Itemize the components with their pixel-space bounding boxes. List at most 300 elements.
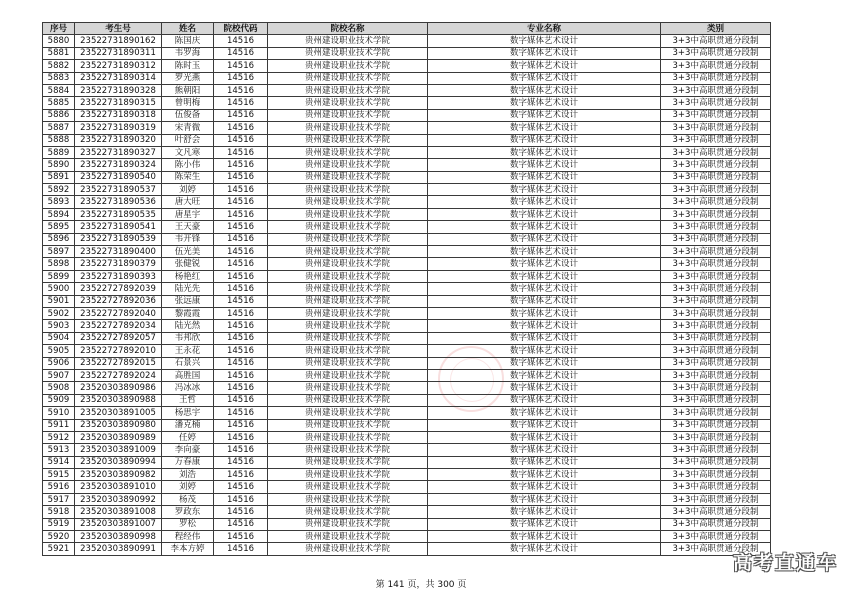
cell-school-name: 贵州建设职业技术学院 bbox=[268, 270, 428, 282]
table-row bbox=[43, 283, 771, 295]
cell-name: 任婷 bbox=[162, 431, 214, 443]
cell-major: 数字媒体艺术设计 bbox=[428, 481, 661, 493]
cell-exam-id: 23522727892040 bbox=[75, 307, 162, 319]
cell-school-name: 贵州建设职业技术学院 bbox=[268, 159, 428, 171]
table-row bbox=[43, 320, 771, 332]
cell-school-code: 14516 bbox=[214, 419, 268, 431]
cell-exam-id: 23520303890989 bbox=[75, 431, 162, 443]
cell-exam-id: 23522731890328 bbox=[75, 84, 162, 96]
cell-exam-id: 23520303890982 bbox=[75, 469, 162, 481]
cell-category: 3+3中高职贯通分段制 bbox=[661, 122, 771, 134]
table-row bbox=[43, 419, 771, 431]
cell-category: 3+3中高职贯通分段制 bbox=[661, 543, 771, 555]
cell-school-name: 贵州建设职业技术学院 bbox=[268, 469, 428, 481]
cell-school-name: 贵州建设职业技术学院 bbox=[268, 444, 428, 456]
cell-school-name: 贵州建设职业技术学院 bbox=[268, 283, 428, 295]
cell-exam-id: 23522731890314 bbox=[75, 72, 162, 84]
cell-seq: 5898 bbox=[43, 258, 75, 270]
cell-name: 刘婷 bbox=[162, 481, 214, 493]
cell-category: 3+3中高职贯通分段制 bbox=[661, 493, 771, 505]
cell-school-code: 14516 bbox=[214, 84, 268, 96]
cell-category: 3+3中高职贯通分段制 bbox=[661, 246, 771, 258]
cell-exam-id: 23520303890994 bbox=[75, 456, 162, 468]
cell-exam-id: 23522731890393 bbox=[75, 270, 162, 282]
cell-exam-id: 23522731890379 bbox=[75, 258, 162, 270]
header-category: 类别 bbox=[661, 23, 771, 35]
cell-school-name: 贵州建设职业技术学院 bbox=[268, 431, 428, 443]
cell-name: 杨艳红 bbox=[162, 270, 214, 282]
cell-category: 3+3中高职贯通分段制 bbox=[661, 221, 771, 233]
cell-seq: 5896 bbox=[43, 233, 75, 245]
cell-school-name: 贵州建设职业技术学院 bbox=[268, 84, 428, 96]
cell-name: 罗光燕 bbox=[162, 72, 214, 84]
cell-school-name: 贵州建设职业技术学院 bbox=[268, 184, 428, 196]
cell-category: 3+3中高职贯通分段制 bbox=[661, 295, 771, 307]
table-row bbox=[43, 270, 771, 282]
cell-school-name: 贵州建设职业技术学院 bbox=[268, 407, 428, 419]
cell-major: 数字媒体艺术设计 bbox=[428, 146, 661, 158]
cell-seq: 5906 bbox=[43, 357, 75, 369]
cell-major: 数字媒体艺术设计 bbox=[428, 407, 661, 419]
cell-seq: 5890 bbox=[43, 159, 75, 171]
header-seq: 序号 bbox=[43, 23, 75, 35]
cell-school-code: 14516 bbox=[214, 357, 268, 369]
cell-category: 3+3中高职贯通分段制 bbox=[661, 134, 771, 146]
cell-category: 3+3中高职贯通分段制 bbox=[661, 345, 771, 357]
cell-major: 数字媒体艺术设计 bbox=[428, 221, 661, 233]
cell-seq: 5920 bbox=[43, 531, 75, 543]
cell-name: 伍光美 bbox=[162, 246, 214, 258]
cell-exam-id: 23522731890324 bbox=[75, 159, 162, 171]
cell-seq: 5904 bbox=[43, 332, 75, 344]
cell-name: 刘浩 bbox=[162, 469, 214, 481]
cell-exam-id: 23522731890537 bbox=[75, 184, 162, 196]
table-row bbox=[43, 35, 771, 47]
cell-major: 数字媒体艺术设计 bbox=[428, 295, 661, 307]
cell-name: 石景兴 bbox=[162, 357, 214, 369]
cell-name: 程经伟 bbox=[162, 531, 214, 543]
cell-category: 3+3中高职贯通分段制 bbox=[661, 97, 771, 109]
cell-school-name: 贵州建设职业技术学院 bbox=[268, 493, 428, 505]
cell-seq: 5887 bbox=[43, 122, 75, 134]
table-row bbox=[43, 221, 771, 233]
cell-major: 数字媒体艺术设计 bbox=[428, 382, 661, 394]
cell-school-name: 贵州建设职业技术学院 bbox=[268, 369, 428, 381]
cell-school-code: 14516 bbox=[214, 518, 268, 530]
cell-major: 数字媒体艺术设计 bbox=[428, 196, 661, 208]
cell-school-name: 贵州建设职业技术学院 bbox=[268, 506, 428, 518]
cell-name: 唐大旺 bbox=[162, 196, 214, 208]
cell-exam-id: 23520303890991 bbox=[75, 543, 162, 555]
cell-name: 潘克楠 bbox=[162, 419, 214, 431]
cell-exam-id: 23522731890320 bbox=[75, 134, 162, 146]
cell-name: 王天豪 bbox=[162, 221, 214, 233]
cell-school-name: 贵州建设职业技术学院 bbox=[268, 72, 428, 84]
cell-school-name: 贵州建设职业技术学院 bbox=[268, 109, 428, 121]
cell-category: 3+3中高职贯通分段制 bbox=[661, 407, 771, 419]
table-row bbox=[43, 407, 771, 419]
cell-name: 王哲 bbox=[162, 394, 214, 406]
cell-name: 刘婷 bbox=[162, 184, 214, 196]
cell-major: 数字媒体艺术设计 bbox=[428, 543, 661, 555]
cell-major: 数字媒体艺术设计 bbox=[428, 431, 661, 443]
cell-category: 3+3中高职贯通分段制 bbox=[661, 146, 771, 158]
table-row bbox=[43, 134, 771, 146]
table-row bbox=[43, 431, 771, 443]
cell-name: 曾明梅 bbox=[162, 97, 214, 109]
cell-seq: 5892 bbox=[43, 184, 75, 196]
cell-school-code: 14516 bbox=[214, 221, 268, 233]
table-row bbox=[43, 60, 771, 72]
cell-major: 数字媒体艺术设计 bbox=[428, 506, 661, 518]
cell-major: 数字媒体艺术设计 bbox=[428, 518, 661, 530]
table-row bbox=[43, 531, 771, 543]
cell-school-name: 贵州建设职业技术学院 bbox=[268, 258, 428, 270]
cell-category: 3+3中高职贯通分段制 bbox=[661, 159, 771, 171]
cell-school-name: 贵州建设职业技术学院 bbox=[268, 320, 428, 332]
table-row bbox=[43, 543, 771, 555]
table-row bbox=[43, 307, 771, 319]
cell-major: 数字媒体艺术设计 bbox=[428, 97, 661, 109]
header-major: 专业名称 bbox=[428, 23, 661, 35]
table-row bbox=[43, 146, 771, 158]
cell-category: 3+3中高职贯通分段制 bbox=[661, 35, 771, 47]
cell-category: 3+3中高职贯通分段制 bbox=[661, 320, 771, 332]
cell-name: 韦邦欣 bbox=[162, 332, 214, 344]
cell-school-name: 贵州建设职业技术学院 bbox=[268, 518, 428, 530]
cell-exam-id: 23520303891010 bbox=[75, 481, 162, 493]
cell-exam-id: 23520303891008 bbox=[75, 506, 162, 518]
cell-exam-id: 23522727892057 bbox=[75, 332, 162, 344]
cell-exam-id: 23522731890536 bbox=[75, 196, 162, 208]
cell-category: 3+3中高职贯通分段制 bbox=[661, 171, 771, 183]
cell-exam-id: 23522727892039 bbox=[75, 283, 162, 295]
cell-name: 陈荣生 bbox=[162, 171, 214, 183]
cell-major: 数字媒体艺术设计 bbox=[428, 419, 661, 431]
cell-school-code: 14516 bbox=[214, 159, 268, 171]
cell-name: 万春康 bbox=[162, 456, 214, 468]
cell-exam-id: 23522727892010 bbox=[75, 345, 162, 357]
cell-major: 数字媒体艺术设计 bbox=[428, 283, 661, 295]
cell-exam-id: 23522731890311 bbox=[75, 47, 162, 59]
cell-exam-id: 23522727892024 bbox=[75, 369, 162, 381]
cell-exam-id: 23520303891007 bbox=[75, 518, 162, 530]
cell-category: 3+3中高职贯通分段制 bbox=[661, 84, 771, 96]
cell-school-code: 14516 bbox=[214, 469, 268, 481]
cell-school-code: 14516 bbox=[214, 320, 268, 332]
cell-school-code: 14516 bbox=[214, 369, 268, 381]
cell-name: 李本方婷 bbox=[162, 543, 214, 555]
cell-school-code: 14516 bbox=[214, 72, 268, 84]
cell-school-code: 14516 bbox=[214, 394, 268, 406]
table-row bbox=[43, 233, 771, 245]
table-row bbox=[43, 357, 771, 369]
cell-seq: 5899 bbox=[43, 270, 75, 282]
cell-exam-id: 23522727892015 bbox=[75, 357, 162, 369]
cell-major: 数字媒体艺术设计 bbox=[428, 258, 661, 270]
cell-exam-id: 23520303891009 bbox=[75, 444, 162, 456]
cell-school-code: 14516 bbox=[214, 431, 268, 443]
cell-seq: 5891 bbox=[43, 171, 75, 183]
cell-major: 数字媒体艺术设计 bbox=[428, 84, 661, 96]
cell-major: 数字媒体艺术设计 bbox=[428, 60, 661, 72]
cell-seq: 5903 bbox=[43, 320, 75, 332]
cell-seq: 5881 bbox=[43, 47, 75, 59]
cell-school-code: 14516 bbox=[214, 196, 268, 208]
cell-category: 3+3中高职贯通分段制 bbox=[661, 332, 771, 344]
table-row bbox=[43, 369, 771, 381]
cell-school-name: 贵州建设职业技术学院 bbox=[268, 221, 428, 233]
cell-school-name: 贵州建设职业技术学院 bbox=[268, 134, 428, 146]
cell-school-name: 贵州建设职业技术学院 bbox=[268, 456, 428, 468]
cell-category: 3+3中高职贯通分段制 bbox=[661, 184, 771, 196]
cell-seq: 5894 bbox=[43, 208, 75, 220]
cell-major: 数字媒体艺术设计 bbox=[428, 208, 661, 220]
cell-name: 王永花 bbox=[162, 345, 214, 357]
table-row bbox=[43, 72, 771, 84]
cell-seq: 5905 bbox=[43, 345, 75, 357]
cell-name: 罗政东 bbox=[162, 506, 214, 518]
cell-name: 高胜国 bbox=[162, 369, 214, 381]
table-row bbox=[43, 444, 771, 456]
cell-name: 陈国庆 bbox=[162, 35, 214, 47]
cell-category: 3+3中高职贯通分段制 bbox=[661, 307, 771, 319]
cell-exam-id: 23520303890988 bbox=[75, 394, 162, 406]
cell-school-code: 14516 bbox=[214, 506, 268, 518]
cell-category: 3+3中高职贯通分段制 bbox=[661, 270, 771, 282]
cell-name: 黎霞霞 bbox=[162, 307, 214, 319]
cell-school-code: 14516 bbox=[214, 184, 268, 196]
cell-category: 3+3中高职贯通分段制 bbox=[661, 369, 771, 381]
cell-school-code: 14516 bbox=[214, 134, 268, 146]
cell-major: 数字媒体艺术设计 bbox=[428, 493, 661, 505]
page-number: 第 141 页，共 300 页 bbox=[375, 580, 467, 590]
cell-exam-id: 23522731890541 bbox=[75, 221, 162, 233]
cell-school-code: 14516 bbox=[214, 258, 268, 270]
cell-category: 3+3中高职贯通分段制 bbox=[661, 196, 771, 208]
cell-major: 数字媒体艺术设计 bbox=[428, 469, 661, 481]
cell-category: 3+3中高职贯通分段制 bbox=[661, 481, 771, 493]
cell-major: 数字媒体艺术设计 bbox=[428, 531, 661, 543]
cell-school-name: 贵州建设职业技术学院 bbox=[268, 332, 428, 344]
cell-school-code: 14516 bbox=[214, 35, 268, 47]
table-row bbox=[43, 196, 771, 208]
cell-seq: 5908 bbox=[43, 382, 75, 394]
cell-school-name: 贵州建设职业技术学院 bbox=[268, 295, 428, 307]
cell-school-code: 14516 bbox=[214, 208, 268, 220]
table-row bbox=[43, 84, 771, 96]
cell-seq: 5893 bbox=[43, 196, 75, 208]
cell-school-code: 14516 bbox=[214, 171, 268, 183]
cell-seq: 5900 bbox=[43, 283, 75, 295]
cell-school-code: 14516 bbox=[214, 407, 268, 419]
cell-seq: 5915 bbox=[43, 469, 75, 481]
header-school-code: 院校代码 bbox=[214, 23, 268, 35]
cell-name: 李向豪 bbox=[162, 444, 214, 456]
cell-school-name: 贵州建设职业技术学院 bbox=[268, 97, 428, 109]
cell-seq: 5911 bbox=[43, 419, 75, 431]
table-row bbox=[43, 109, 771, 121]
table-row bbox=[43, 506, 771, 518]
cell-school-code: 14516 bbox=[214, 295, 268, 307]
cell-major: 数字媒体艺术设计 bbox=[428, 394, 661, 406]
cell-category: 3+3中高职贯通分段制 bbox=[661, 456, 771, 468]
cell-name: 张健锐 bbox=[162, 258, 214, 270]
cell-category: 3+3中高职贯通分段制 bbox=[661, 444, 771, 456]
cell-major: 数字媒体艺术设计 bbox=[428, 307, 661, 319]
table-row bbox=[43, 159, 771, 171]
cell-seq: 5901 bbox=[43, 295, 75, 307]
cell-exam-id: 23522731890400 bbox=[75, 246, 162, 258]
table-body bbox=[43, 35, 771, 555]
cell-school-name: 贵州建设职业技术学院 bbox=[268, 543, 428, 555]
table-row bbox=[43, 295, 771, 307]
cell-category: 3+3中高职贯通分段制 bbox=[661, 109, 771, 121]
cell-seq: 5912 bbox=[43, 431, 75, 443]
cell-seq: 5885 bbox=[43, 97, 75, 109]
cell-category: 3+3中高职贯通分段制 bbox=[661, 233, 771, 245]
cell-category: 3+3中高职贯通分段制 bbox=[661, 72, 771, 84]
table-row bbox=[43, 481, 771, 493]
table-header-row bbox=[43, 23, 771, 35]
cell-seq: 5919 bbox=[43, 518, 75, 530]
cell-exam-id: 23522731890540 bbox=[75, 171, 162, 183]
cell-school-code: 14516 bbox=[214, 60, 268, 72]
cell-seq: 5882 bbox=[43, 60, 75, 72]
cell-major: 数字媒体艺术设计 bbox=[428, 159, 661, 171]
cell-school-code: 14516 bbox=[214, 444, 268, 456]
cell-school-code: 14516 bbox=[214, 382, 268, 394]
cell-school-name: 贵州建设职业技术学院 bbox=[268, 307, 428, 319]
cell-school-name: 贵州建设职业技术学院 bbox=[268, 357, 428, 369]
cell-school-name: 贵州建设职业技术学院 bbox=[268, 246, 428, 258]
cell-school-name: 贵州建设职业技术学院 bbox=[268, 171, 428, 183]
table-row bbox=[43, 518, 771, 530]
cell-major: 数字媒体艺术设计 bbox=[428, 35, 661, 47]
cell-name: 罗松 bbox=[162, 518, 214, 530]
cell-school-code: 14516 bbox=[214, 270, 268, 282]
cell-exam-id: 23522727892036 bbox=[75, 295, 162, 307]
cell-exam-id: 23520303890986 bbox=[75, 382, 162, 394]
table-row bbox=[43, 122, 771, 134]
cell-school-code: 14516 bbox=[214, 531, 268, 543]
cell-category: 3+3中高职贯通分段制 bbox=[661, 208, 771, 220]
cell-school-code: 14516 bbox=[214, 97, 268, 109]
cell-category: 3+3中高职贯通分段制 bbox=[661, 47, 771, 59]
cell-exam-id: 23522731890312 bbox=[75, 60, 162, 72]
cell-exam-id: 23522731890319 bbox=[75, 122, 162, 134]
cell-name: 宋青微 bbox=[162, 122, 214, 134]
cell-name: 陆光先 bbox=[162, 283, 214, 295]
cell-school-name: 贵州建设职业技术学院 bbox=[268, 481, 428, 493]
table-row bbox=[43, 246, 771, 258]
table-row bbox=[43, 97, 771, 109]
cell-exam-id: 23522731890318 bbox=[75, 109, 162, 121]
cell-seq: 5895 bbox=[43, 221, 75, 233]
table-row bbox=[43, 47, 771, 59]
cell-school-code: 14516 bbox=[214, 246, 268, 258]
cell-seq: 5921 bbox=[43, 543, 75, 555]
cell-category: 3+3中高职贯通分段制 bbox=[661, 258, 771, 270]
cell-exam-id: 23522731890539 bbox=[75, 233, 162, 245]
cell-seq: 5880 bbox=[43, 35, 75, 47]
cell-school-name: 贵州建设职业技术学院 bbox=[268, 146, 428, 158]
cell-major: 数字媒体艺术设计 bbox=[428, 270, 661, 282]
cell-seq: 5888 bbox=[43, 134, 75, 146]
cell-category: 3+3中高职贯通分段制 bbox=[661, 531, 771, 543]
cell-name: 杨思宇 bbox=[162, 407, 214, 419]
cell-major: 数字媒体艺术设计 bbox=[428, 72, 661, 84]
table-row bbox=[43, 184, 771, 196]
cell-category: 3+3中高职贯通分段制 bbox=[661, 283, 771, 295]
cell-major: 数字媒体艺术设计 bbox=[428, 444, 661, 456]
cell-major: 数字媒体艺术设计 bbox=[428, 456, 661, 468]
cell-school-name: 贵州建设职业技术学院 bbox=[268, 233, 428, 245]
cell-name: 杨茂 bbox=[162, 493, 214, 505]
cell-seq: 5883 bbox=[43, 72, 75, 84]
cell-exam-id: 23520303890992 bbox=[75, 493, 162, 505]
cell-name: 冯冰冰 bbox=[162, 382, 214, 394]
cell-major: 数字媒体艺术设计 bbox=[428, 122, 661, 134]
cell-seq: 5914 bbox=[43, 456, 75, 468]
cell-seq: 5897 bbox=[43, 246, 75, 258]
cell-major: 数字媒体艺术设计 bbox=[428, 246, 661, 258]
cell-school-code: 14516 bbox=[214, 47, 268, 59]
cell-name: 熊朝阳 bbox=[162, 84, 214, 96]
table-row bbox=[43, 382, 771, 394]
cell-name: 张远康 bbox=[162, 295, 214, 307]
cell-seq: 5918 bbox=[43, 506, 75, 518]
cell-seq: 5907 bbox=[43, 369, 75, 381]
cell-category: 3+3中高职贯通分段制 bbox=[661, 394, 771, 406]
cell-seq: 5889 bbox=[43, 146, 75, 158]
cell-school-code: 14516 bbox=[214, 332, 268, 344]
cell-school-name: 贵州建设职业技术学院 bbox=[268, 419, 428, 431]
cell-seq: 5902 bbox=[43, 307, 75, 319]
cell-name: 伍俊备 bbox=[162, 109, 214, 121]
admission-records-table bbox=[42, 22, 771, 556]
table-row bbox=[43, 332, 771, 344]
cell-major: 数字媒体艺术设计 bbox=[428, 184, 661, 196]
cell-category: 3+3中高职贯通分段制 bbox=[661, 431, 771, 443]
cell-exam-id: 23520303890998 bbox=[75, 531, 162, 543]
cell-category: 3+3中高职贯通分段制 bbox=[661, 469, 771, 481]
cell-school-name: 贵州建设职业技术学院 bbox=[268, 345, 428, 357]
header-name: 姓名 bbox=[162, 23, 214, 35]
cell-seq: 5913 bbox=[43, 444, 75, 456]
cell-major: 数字媒体艺术设计 bbox=[428, 47, 661, 59]
brand-watermark: 高考直通车 bbox=[732, 552, 838, 574]
cell-school-name: 贵州建设职业技术学院 bbox=[268, 122, 428, 134]
cell-name: 韦开锋 bbox=[162, 233, 214, 245]
table-header bbox=[43, 23, 771, 35]
cell-school-name: 贵州建设职业技术学院 bbox=[268, 394, 428, 406]
cell-major: 数字媒体艺术设计 bbox=[428, 171, 661, 183]
cell-name: 陆光然 bbox=[162, 320, 214, 332]
cell-name: 韦罗海 bbox=[162, 47, 214, 59]
cell-school-name: 贵州建设职业技术学院 bbox=[268, 47, 428, 59]
cell-school-name: 贵州建设职业技术学院 bbox=[268, 382, 428, 394]
cell-exam-id: 23522731890162 bbox=[75, 35, 162, 47]
cell-school-name: 贵州建设职业技术学院 bbox=[268, 531, 428, 543]
cell-major: 数字媒体艺术设计 bbox=[428, 320, 661, 332]
cell-seq: 5886 bbox=[43, 109, 75, 121]
cell-school-code: 14516 bbox=[214, 109, 268, 121]
cell-major: 数字媒体艺术设计 bbox=[428, 369, 661, 381]
cell-school-code: 14516 bbox=[214, 233, 268, 245]
cell-school-code: 14516 bbox=[214, 493, 268, 505]
table-row bbox=[43, 345, 771, 357]
